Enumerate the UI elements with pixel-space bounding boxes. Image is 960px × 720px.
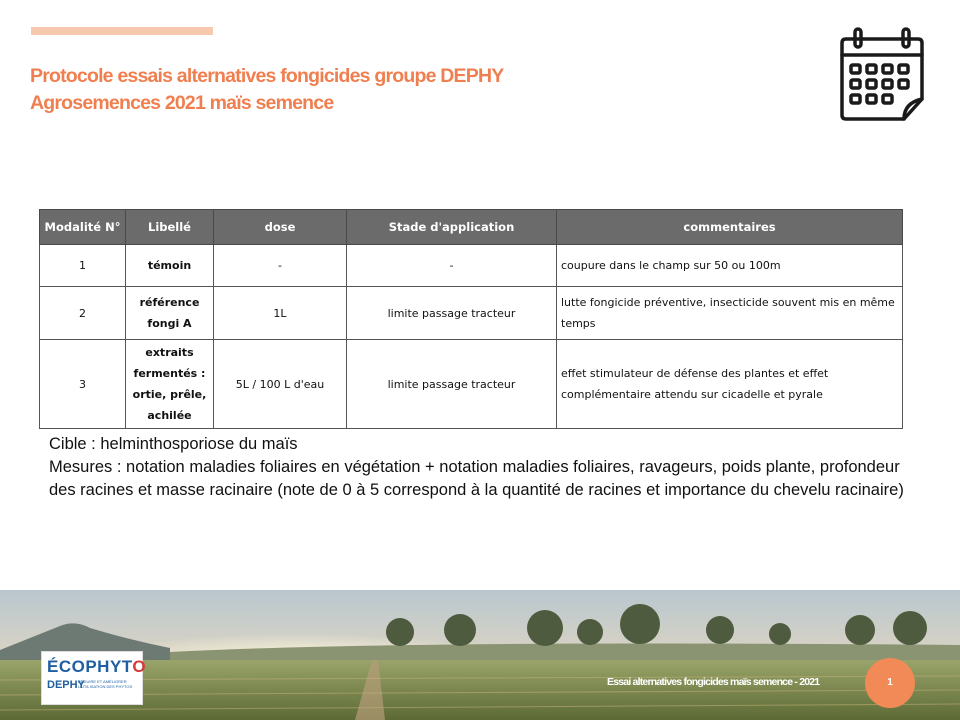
logo-dephy-text: DEPHY xyxy=(47,679,85,691)
table-header-row xyxy=(40,210,903,245)
title-line-1: Protocole essais alternatives fongicides groupe DEPHY xyxy=(30,65,504,87)
header-modalite: Modalité N° xyxy=(40,210,126,245)
cell-num: 2 xyxy=(40,287,126,340)
cell-stade: limite passage tracteur xyxy=(347,287,557,340)
cell-label: extraits fermentés : ortie, prêle, achilée xyxy=(126,340,214,429)
cell-comment: lutte fongicide préventive, insecticide souvent mis en même temps xyxy=(557,287,903,340)
note-mesures: Mesures : notation maladies foliaires en végétation + notation maladies foliaires, ravageurs, poids plante, profondeur des racines et masse racinaire (note de 0 à 5 correspond à la quantité de racines et importance du chevelu racinaire) xyxy=(49,458,904,499)
header-stade: Stade d'application xyxy=(347,210,557,245)
logo-ecophyto-text: ÉCOPHYTO xyxy=(47,657,147,676)
table-row xyxy=(40,245,903,287)
header-libelle: Libellé xyxy=(126,210,214,245)
protocol-table xyxy=(39,209,903,429)
footer-caption: Essai alternatives fongicides maïs semence - 2021 xyxy=(607,676,820,688)
cell-stade: - xyxy=(347,245,557,287)
title-line-2: Agrosemences 2021 maïs semence xyxy=(30,92,334,114)
cell-num: 1 xyxy=(40,245,126,287)
table-row xyxy=(40,287,903,340)
header-dose: dose xyxy=(214,210,347,245)
cell-dose: - xyxy=(214,245,347,287)
accent-bar xyxy=(31,27,213,35)
landscape-photo xyxy=(0,590,960,720)
logo-tagline: RÉDUIRE ET AMÉLIORER L'UTILISATION DES PHYTOS xyxy=(78,679,133,689)
cell-stade: limite passage tracteur xyxy=(347,340,557,429)
cell-dose: 5L / 100 L d'eau xyxy=(214,340,347,429)
notes xyxy=(49,433,929,502)
slide-title xyxy=(30,63,670,117)
cell-comment: coupure dans le champ sur 50 ou 100m xyxy=(557,245,903,287)
cell-comment: effet stimulateur de défense des plantes et effet complémentaire attendu sur cicadelle et pyrale xyxy=(557,340,903,429)
header-commentaires: commentaires xyxy=(557,210,903,245)
calendar-icon xyxy=(838,25,926,123)
table-row xyxy=(40,340,903,429)
cell-label: référence fongi A xyxy=(126,287,214,340)
cell-num: 3 xyxy=(40,340,126,429)
page-number-badge: 1 xyxy=(865,658,915,708)
note-cible: Cible : helminthosporiose du maïs xyxy=(49,435,298,453)
ecophyto-dephy-logo xyxy=(41,651,147,705)
cell-dose: 1L xyxy=(214,287,347,340)
cell-label: témoin xyxy=(126,245,214,287)
